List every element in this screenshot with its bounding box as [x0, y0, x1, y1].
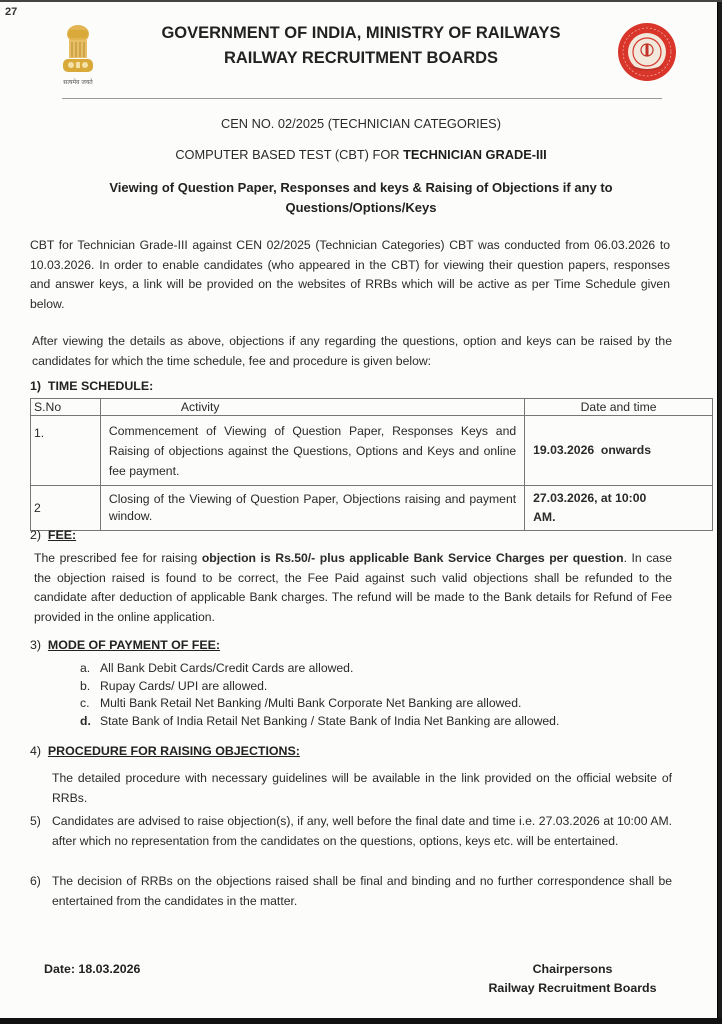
table-row [31, 416, 713, 486]
list-item: a. All Bank Debit Cards/Credit Cards are allowed. [80, 661, 354, 675]
intro-paragraph: CBT for Technician Grade-III against CEN 02/2025 (Technician Categories) CBT was conducted from 06.03.2026 to 10.03.2026. In order to enable candidates (who appeared in the CBT) for viewing their question papers, responses and answer keys, a link will be provided on the websites of RRBs which will be active as per Time Schedule given below. [30, 238, 670, 311]
page-number: 27 [5, 6, 18, 18]
cell-date: 19.03.2026 onwards [525, 416, 713, 486]
section-procedure-heading: 4) PROCEDURE FOR RAISING OBJECTIONS: [30, 744, 300, 758]
fee-paragraph: The prescribed fee for raising objection is Rs.50/- plus applicable Bank Service Charges per question. In case the objection raised is found to be correct, the Fee Paid against such valid objections shall be refunded to the candidate after deduction of applicable Bank charges. The refund will be made to the Bank details for Refund of Fee provided in the online application. [34, 551, 672, 624]
col-header-activity: Activity [100, 399, 524, 416]
cell-sno: 1. [31, 416, 101, 486]
cell-date: 27.03.2026, at 10:00 AM. [525, 486, 713, 531]
procedure-paragraph: The detailed procedure with necessary guidelines will be available in the link provided on the official website of RRBs. [52, 771, 672, 805]
cbt-title [0, 147, 722, 162]
section-fee-heading: 2) FEE: [30, 528, 77, 542]
time-schedule-table [30, 398, 713, 531]
issue-date: Date: 18.03.2026 [44, 962, 141, 976]
signatory [470, 960, 675, 998]
emblem-caption: सत्यमेव जयते [63, 79, 93, 86]
list-item: c. Multi Bank Retail Net Banking /Multi Bank Corporate Net Banking are allowed. [80, 696, 522, 710]
payment-mode-list [80, 660, 559, 730]
signatory-org: Railway Recruitment Boards [488, 981, 657, 995]
col-header-date: Date and time [525, 399, 713, 416]
point-5: 5) Candidates are advised to raise objection(s), if any, well before the final date and time i.e. 27.03.2026 at 10:00 AM. after which no representation from the candidates on the questions, options, keys etc. will be entertained. [30, 814, 672, 848]
signatory-title: Chairpersons [532, 962, 613, 976]
cell-activity: Closing of the Viewing of Question Paper, Objections raising and payment window. [100, 486, 524, 531]
cbt-title-prefix: COMPUTER BASED TEST (CBT) FOR [175, 147, 404, 162]
header-divider [62, 98, 662, 99]
section-time-schedule-heading: 1) TIME SCHEDULE: [30, 379, 154, 393]
document-page [0, 2, 718, 1018]
list-item: d. State Bank of India Retail Net Banking / State Bank of India Net Banking are allowed. [80, 713, 560, 728]
subject-heading: Viewing of Question Paper, Responses and keys & Raising of Objections if any to Questions/Options/Keys [109, 180, 613, 215]
indian-railways-logo-icon [617, 22, 677, 82]
cen-number: CEN NO. 02/2025 (TECHNICIAN CATEGORIES) [221, 116, 501, 131]
header-title-line1: GOVERNMENT OF INDIA, MINISTRY OF RAILWAYS [161, 24, 561, 42]
list-item: b. Rupay Cards/ UPI are allowed. [80, 678, 268, 693]
col-header-sno: S.No [31, 399, 101, 416]
fee-amount-bold: objection is Rs.50/- plus applicable Bank Service Charges per question [201, 551, 624, 565]
after-paragraph: After viewing the details as above, objections if any regarding the questions, option and keys can be raised by the candidates for which the time schedule, fee and procedure is given below: [32, 334, 672, 368]
section-payment-mode-heading: 3) MODE OF PAYMENT OF FEE: [30, 638, 221, 652]
bottom-frame [0, 1018, 722, 1024]
cell-activity: Commencement of Viewing of Question Paper, Responses Keys and Raising of objections against the Questions, Options and Keys and online fee payment. [100, 416, 524, 486]
table-row [31, 486, 713, 531]
cell-sno: 2 [31, 486, 101, 531]
point-6: 6) The decision of RRBs on the objections raised shall be final and binding and no further correspondence shall be entertained from the candidates in the matter. [30, 874, 672, 908]
header-title-line2: RAILWAY RECRUITMENT BOARDS [223, 49, 499, 67]
cbt-title-bold: TECHNICIAN GRADE-III [403, 147, 547, 162]
table-header-row [31, 399, 713, 416]
